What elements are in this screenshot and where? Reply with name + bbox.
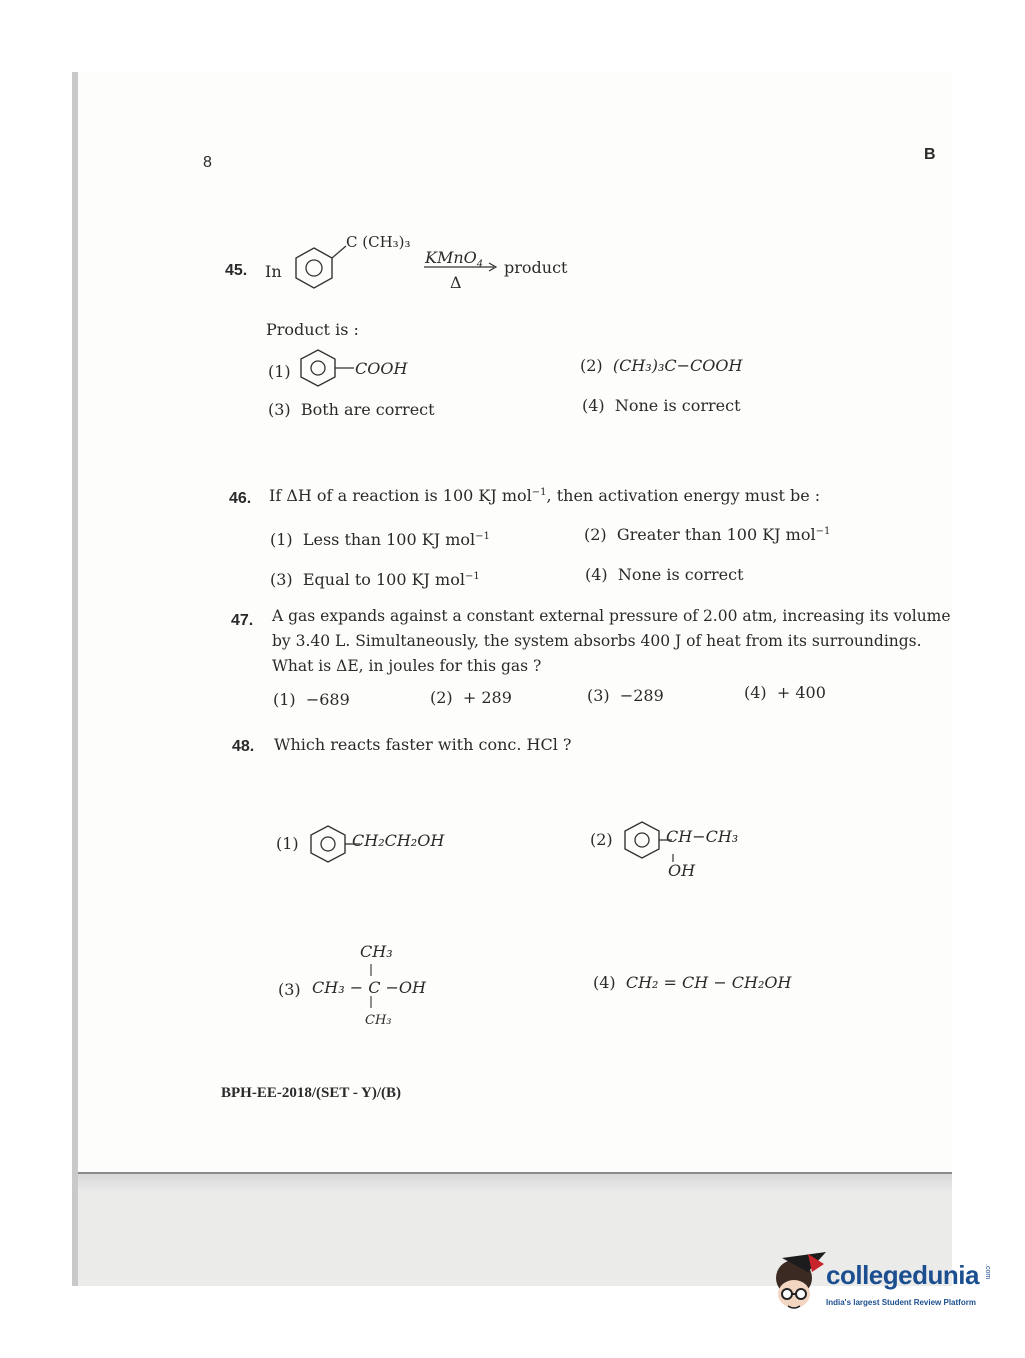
logo-tagline: India's largest Student Review Platform xyxy=(826,1298,976,1307)
benzoic-acid-ring-icon xyxy=(296,346,356,390)
q47-option-2: (2) + 289 xyxy=(430,688,512,707)
question-45-lead: In xyxy=(265,262,282,281)
exam-page xyxy=(78,72,952,1178)
q45-option-1-group: COOH xyxy=(355,359,408,378)
q47-option-3: (3) −289 xyxy=(587,686,664,705)
q46-option-2: (2) Greater than 100 KJ mol$^{-1}$ xyxy=(584,525,831,544)
q45-option-3: (3) Both are correct xyxy=(268,400,435,419)
question-46-stem: If ΔH of a reaction is 100 KJ mol$^{-1}$, then activation energy must be : xyxy=(269,486,821,505)
reagent-label: KMnO$_4$ xyxy=(425,248,484,271)
logo-com: .com xyxy=(984,1264,991,1280)
question-47-line-2: by 3.40 L. Simultaneously, the system absorbs 400 J of heat from its surroundings. xyxy=(272,632,922,650)
q48-option-2-label: (2) xyxy=(590,830,613,849)
question-45-prompt: Product is : xyxy=(266,320,359,339)
footer-exam-code: BPH-EE-2018/(SET - Y)/(B) xyxy=(221,1085,402,1101)
q45-option-2: (2) (CH₃)₃C−COOH xyxy=(580,356,743,375)
q48-option-3-top-methyl: CH₃ xyxy=(360,942,393,961)
q45-option-4: (4) None is correct xyxy=(582,396,741,415)
q48-option-3-bottom-methyl: CH₃ xyxy=(365,1013,392,1028)
set-letter: B xyxy=(924,146,936,163)
student-mascot-icon xyxy=(770,1250,826,1316)
logo-wordmark: collegedunia xyxy=(826,1260,979,1290)
q46-option-4: (4) None is correct xyxy=(585,565,744,584)
page-edge xyxy=(72,72,78,1286)
q46-option-3: (3) Equal to 100 KJ mol$^{-1}$ xyxy=(270,570,480,589)
q46-option-1: (1) Less than 100 KJ mol$^{-1}$ xyxy=(270,530,490,549)
question-47-line-1: A gas expands against a constant external pressure of 2.00 atm, increasing its volume xyxy=(272,607,951,625)
q45-option-1-label: (1) xyxy=(268,362,291,381)
question-45-number: 45. xyxy=(225,262,248,279)
q48-option-2-hydroxyl: OH xyxy=(668,861,696,880)
page-number: 8 xyxy=(203,154,212,171)
reaction-product-word: product xyxy=(504,258,568,277)
reaction-arrow-icon xyxy=(424,262,500,272)
heat-condition: Δ xyxy=(450,273,462,292)
q47-option-4: (4) + 400 xyxy=(744,683,826,702)
q48-option-3-main: CH₃ − C −OH xyxy=(312,978,426,997)
q48-option-4: (4) CH₂ = CH − CH₂OH xyxy=(593,973,792,992)
collegedunia-logo xyxy=(770,1250,1000,1320)
q48-option-1-group: CH₂CH₂OH xyxy=(352,831,445,850)
question-46-number: 46. xyxy=(229,490,252,507)
question-47-line-3: What is ΔE, in joules for this gas ? xyxy=(272,657,542,675)
question-47-number: 47. xyxy=(231,612,254,629)
tert-butyl-group: C (CH₃)₃ xyxy=(346,233,411,251)
question-48-stem: Which reacts faster with conc. HCl ? xyxy=(274,735,572,754)
page-stack-edge xyxy=(78,1172,952,1192)
question-48-number: 48. xyxy=(232,738,255,755)
q47-option-1: (1) −689 xyxy=(273,690,350,709)
q48-option-1-label: (1) xyxy=(276,834,299,853)
q48-option-3-label: (3) xyxy=(278,980,301,999)
q48-option-2-group: CH−CH₃ xyxy=(666,827,739,846)
